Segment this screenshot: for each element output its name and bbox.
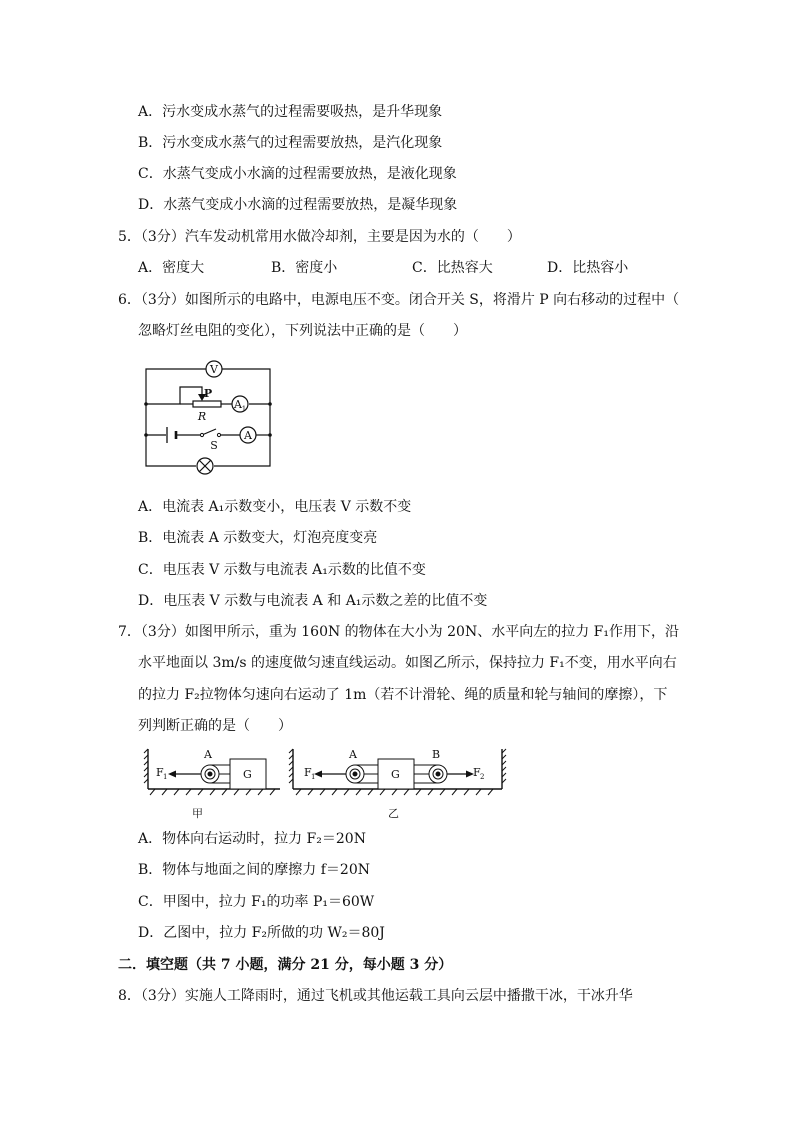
q4-option-a: A．污水变成水蒸气的过程需要吸热，是升华现象 xyxy=(138,104,443,120)
svg-text:P: P xyxy=(203,387,213,400)
q5-option-a: A．密度大 xyxy=(138,260,205,276)
q5-option-b: B．密度小 xyxy=(271,260,338,276)
q6-circuit-diagram xyxy=(140,355,280,475)
q7-option-b: B．物体与地面之间的摩擦力 f＝20N xyxy=(138,862,370,878)
svg-text:A: A xyxy=(349,748,357,761)
svg-text:1: 1 xyxy=(241,405,247,413)
svg-text:乙: 乙 xyxy=(388,807,399,820)
q4-option-b: B．污水变成水蒸气的过程需要放热，是汽化现象 xyxy=(138,135,443,151)
svg-text:A: A xyxy=(204,748,212,761)
q7-option-d: D．乙图中，拉力 F₂所做的功 W₂＝80J xyxy=(138,925,385,941)
svg-text:R: R xyxy=(197,410,207,423)
q7-stem-line3: 的拉力 F₂拉物体匀速向右运动了 1m（若不计滑轮、绳的质量和轮与轴间的摩擦），下 xyxy=(138,687,668,703)
q7-option-a: A．物体向右运动时，拉力 F₂＝20N xyxy=(138,831,366,847)
svg-text:A: A xyxy=(234,398,242,411)
section-2-heading: 二．填空题（共 7 小题，满分 21 分，每小题 3 分） xyxy=(118,957,453,973)
svg-text:2: 2 xyxy=(480,773,485,781)
q7-stem-line1: 7．（3分）如图甲所示，重为 160N 的物体在大小为 20N、水平向左的拉力 F₁作用下，沿 xyxy=(118,624,679,640)
svg-text:F: F xyxy=(156,766,164,779)
q7-pulley-figure xyxy=(140,745,520,820)
svg-text:A: A xyxy=(244,429,252,442)
q6-stem-line1: 6．（3分）如图所示的电路中，电源电压不变。闭合开关 S，将滑片 P 向右移动的过程中（ xyxy=(118,292,680,308)
svg-text:甲: 甲 xyxy=(192,807,203,820)
svg-text:V: V xyxy=(210,363,218,376)
svg-text:1: 1 xyxy=(163,773,168,781)
q6-option-d: D．电压表 V 示数与电流表 A 和 A₁示数之差的比值不变 xyxy=(138,593,488,609)
q4-option-d: D．水蒸气变成小水滴的过程需要放热，是凝华现象 xyxy=(138,197,458,213)
q5-option-c: C．比热容大 xyxy=(412,260,493,276)
q5-stem: 5．（3分）汽车发动机常用水做冷却剂，主要是因为水的（ ） xyxy=(118,229,521,245)
svg-text:F: F xyxy=(473,766,481,779)
svg-text:G: G xyxy=(391,768,400,781)
q4-option-c: C．水蒸气变成小水滴的过程需要放热，是液化现象 xyxy=(138,166,457,182)
q6-stem-line2: 忽略灯丝电阻的变化），下列说法中正确的是（ ） xyxy=(138,323,467,339)
q6-option-b: B．电流表 A 示数变大，灯泡亮度变亮 xyxy=(138,530,378,546)
q7-option-c: C．甲图中，拉力 F₁的功率 P₁＝60W xyxy=(138,894,375,910)
q7-stem-line4: 列判断正确的是（ ） xyxy=(138,718,292,734)
svg-text:B: B xyxy=(432,748,441,761)
svg-text:S: S xyxy=(210,439,218,452)
svg-text:1: 1 xyxy=(311,773,316,781)
q5-option-d: D．比热容小 xyxy=(547,260,629,276)
q7-stem-line2: 水平地面以 3m/s 的速度做匀速直线运动。如图乙所示，保持拉力 F₁不变，用水平向右 xyxy=(138,655,677,671)
q6-option-c: C．电压表 V 示数与电流表 A₁示数的比值不变 xyxy=(138,562,426,578)
q6-option-a: A．电流表 A₁示数变小，电压表 V 示数不变 xyxy=(138,499,412,515)
svg-text:G: G xyxy=(243,768,252,781)
svg-text:F: F xyxy=(304,766,312,779)
q8-stem-line1: 8．（3分）实施人工降雨时，通过飞机或其他运载工具向云层中播撒干冰，干冰升华 xyxy=(118,988,633,1004)
